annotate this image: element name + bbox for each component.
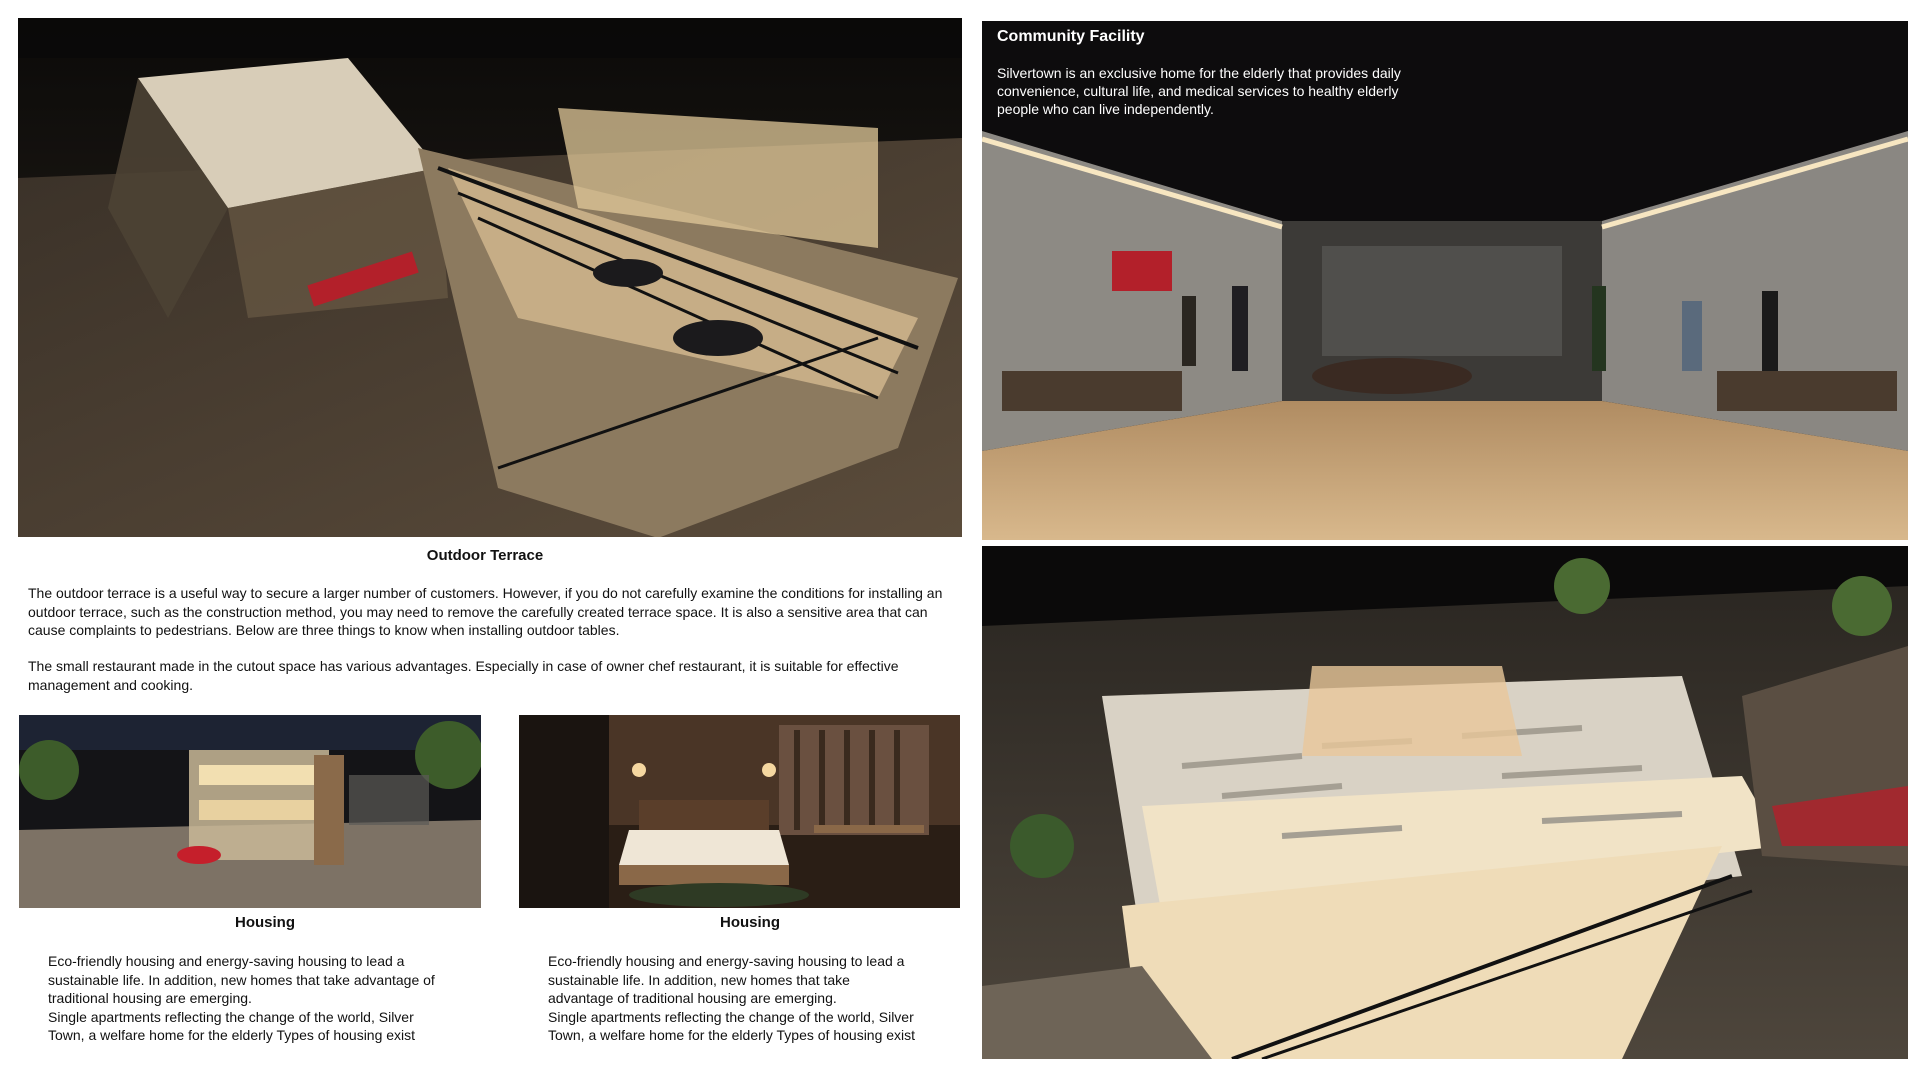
outdoor-terrace-paragraph-2: The small restaurant made in the cutout space has various advantages. Especially in case of owner chef restaurant, it is suitable for effective management and cooking. <box>28 658 899 693</box>
housing-bedroom-render <box>519 715 960 908</box>
housing-description-2: Eco-friendly housing and energy-saving housing to lead a sustainable life. In addition, new homes that take advantage of traditional housing are emerging. Single apartments reflecting the change of the world, Silver Town, a welfare home for the elderly Types of housing exist <box>548 953 916 1043</box>
outdoor-terrace-render <box>18 18 962 537</box>
community-facility-description: Silvertown is an exclusive home for the elderly that provides daily convenience, cultural life, and medical services to healthy elderly people who can live independently. <box>997 65 1401 117</box>
housing-title-1: Housing <box>235 914 295 931</box>
outdoor-terrace-title: Outdoor Terrace <box>426 547 544 564</box>
outdoor-terrace-paragraph-1: The outdoor terrace is a useful way to secure a larger number of customers. However, if you do not carefully examine the conditions for installing an outdoor terrace, such as the construction method, you may need to remove the carefully created terrace space. It is also a sensitive area that can cause complaints to pedestrians. Below are three things to know when installing outdoor tables. <box>28 585 943 638</box>
housing-exterior-render <box>19 715 481 908</box>
community-facility-title: Community Facility <box>997 28 1145 45</box>
courtyard-aerial-render <box>982 546 1908 1059</box>
housing-description-1: Eco-friendly housing and energy-saving housing to lead a sustainable life. In addition, new homes that take advantage of traditional housing are emerging. Single apartments reflecting the change of the world, Silver Town, a welfare home for the elderly Types of housing exist <box>48 953 435 1043</box>
housing-title-2: Housing <box>720 914 780 931</box>
